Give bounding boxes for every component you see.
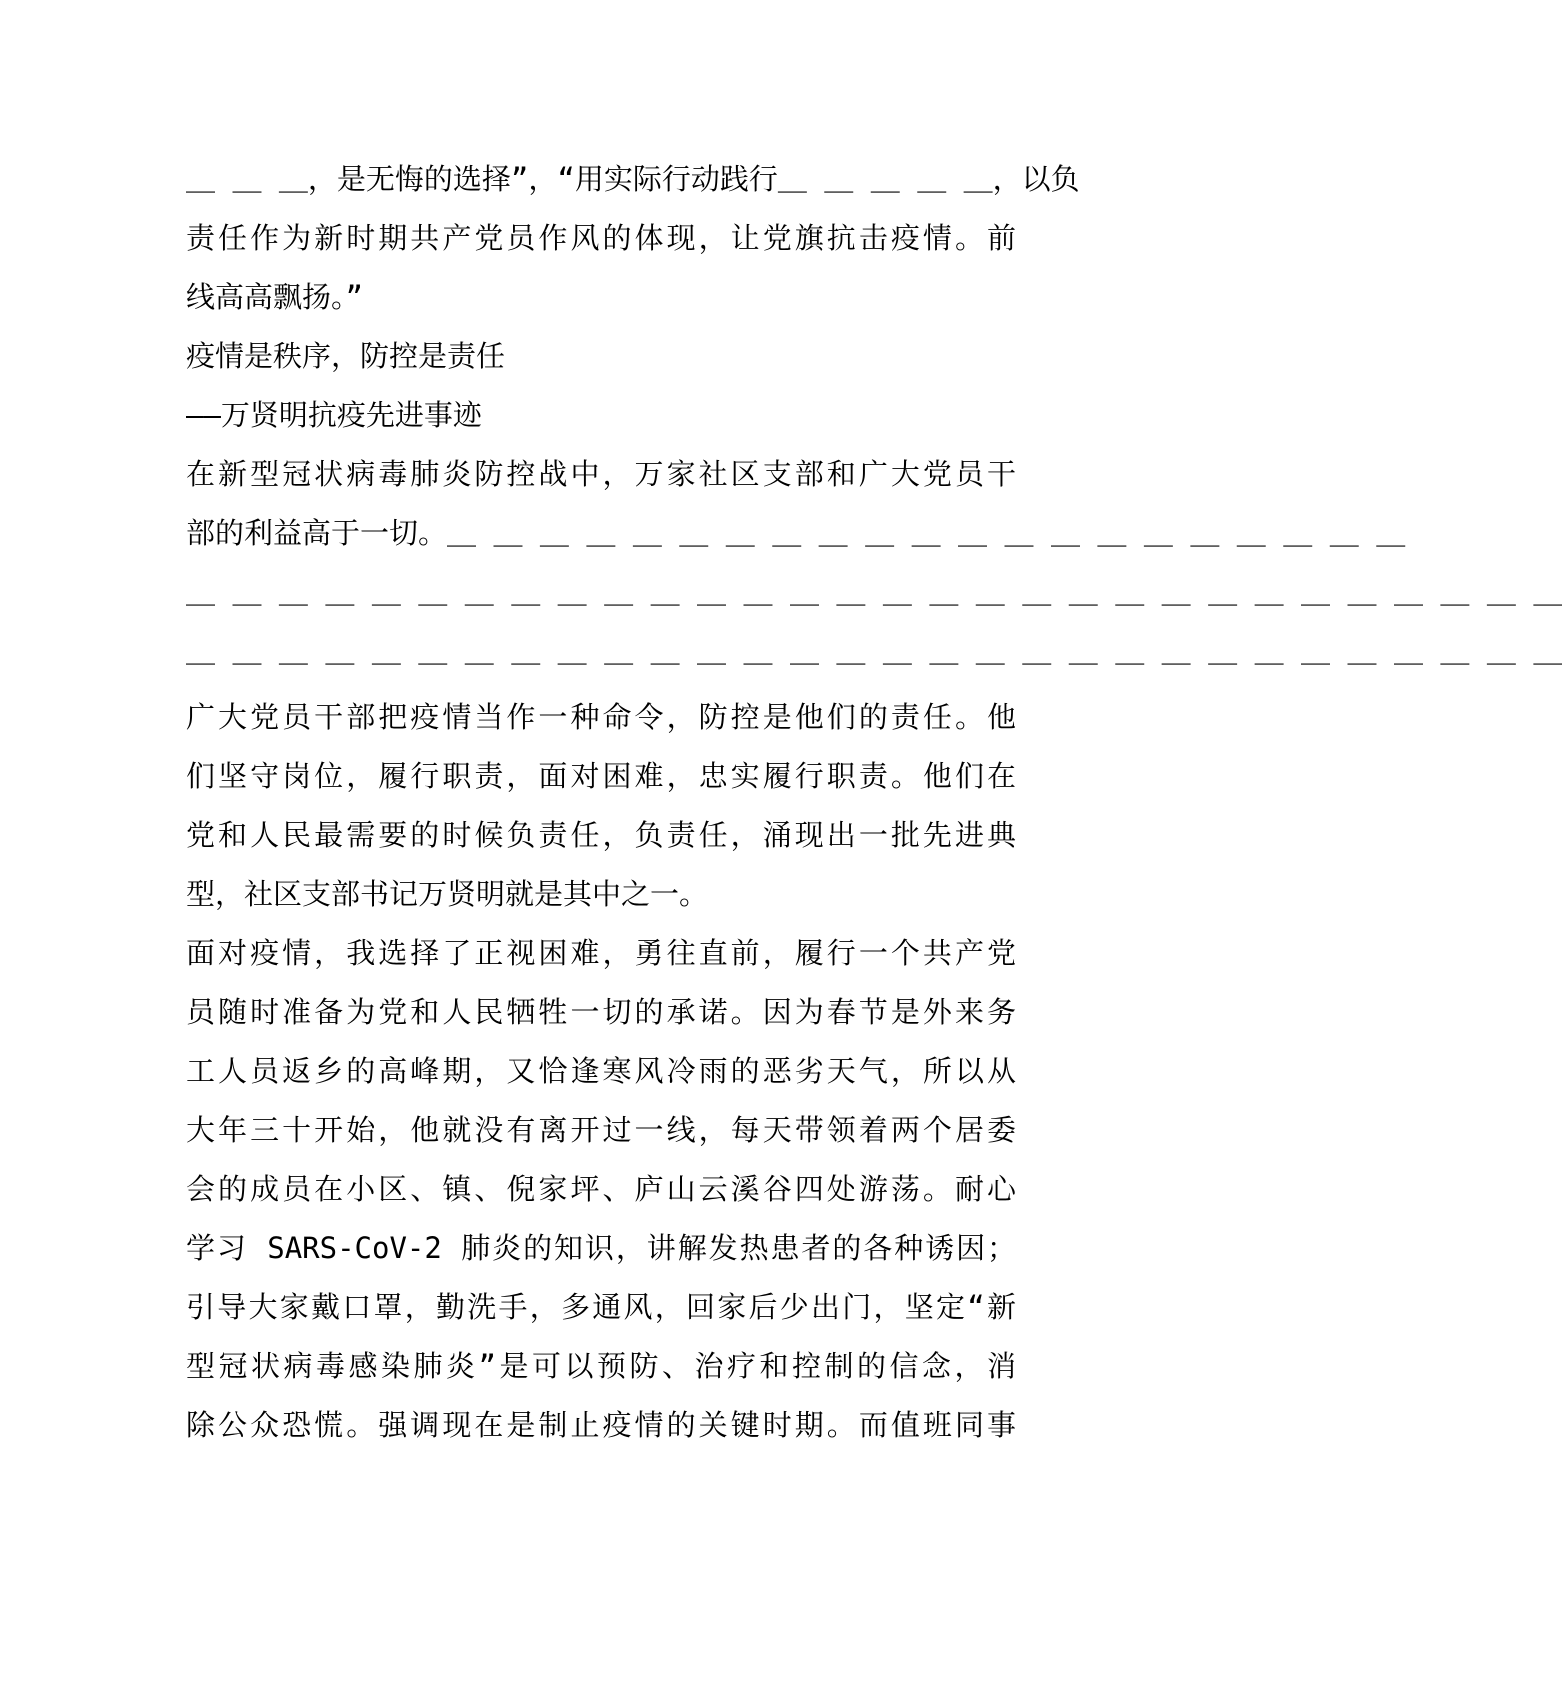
text-line: 在新型冠状病毒肺炎防控战中，万家社区支部和广大党员干 [186,457,1016,491]
text-line: ＿ ＿ ＿，是无悔的选择”，“用实际行动践行＿ ＿ ＿ ＿ ＿，以负 [186,162,1080,196]
text-line: 型冠状病毒感染肺炎”是可以预防、治疗和控制的信念，消 [186,1349,1016,1383]
spacer [186,681,1016,688]
text-line: 工人员返乡的高峰期，又恰逢寒风冷雨的恶劣天气，所以从 [186,1054,1016,1088]
text-line: 型，社区支部书记万贤明就是其中之一。 [186,877,709,911]
section-subtitle: ——万贤明抗疫先进事迹 [186,398,482,432]
text-line: 会的成员在小区、镇、倪家坪、庐山云溪谷四处游荡。耐心 [186,1172,1016,1206]
text-line: 线高高飘扬。” [186,280,363,314]
text-line: 党和人民最需要的时候负责任，负责任，涌现出一批先进典 [186,818,1016,852]
text-line: 除公众恐慌。强调现在是制止疫情的关键时期。而值班同事 [186,1408,1016,1442]
blank-line: ＿ ＿ ＿ ＿ ＿ ＿ ＿ ＿ ＿ ＿ ＿ ＿ ＿ ＿ ＿ ＿ ＿ ＿ ＿ ＿ ＿ ＿ ＿ ＿ ＿ ＿ ＿ ＿ ＿ ＿ [186,575,1562,609]
blank-line: ＿ ＿ ＿ ＿ ＿ ＿ ＿ ＿ ＿ ＿ ＿ ＿ ＿ ＿ ＿ ＿ ＿ ＿ ＿ ＿ ＿ ＿ ＿ ＿ ＿ ＿ ＿ ＿ ＿ ＿ [186,634,1562,668]
text-line: 广大党员干部把疫情当作一种命令，防控是他们的责任。他 [186,700,1016,734]
text-line: 学习 SARS-CoV-2 肺炎的知识，讲解发热患者的各种诱因； [186,1231,1016,1265]
text-line: 部的利益高于一切。＿ ＿ ＿ ＿ ＿ ＿ ＿ ＿ ＿ ＿ ＿ ＿ ＿ ＿ ＿ ＿ ＿ ＿ ＿ ＿ ＿ [186,516,1406,550]
text-line: 责任作为新时期共产党员作风的体现，让党旗抗击疫情。前 [186,221,1016,255]
text-line: 引导大家戴口罩，勤洗手，多通风，回家后少出门，坚定“新 [186,1290,1016,1324]
document-body [186,150,1562,1455]
section-title: 疫情是秩序，防控是责任 [186,339,506,373]
text-line: 们坚守岗位，履行职责，面对困难，忠实履行职责。他们在 [186,759,1016,793]
text-line: 面对疫情，我选择了正视困难，勇往直前，履行一个共产党 [186,936,1016,970]
text-line: 员随时准备为党和人民牺牲一切的承诺。因为春节是外来务 [186,995,1016,1029]
text-line: 大年三十开始，他就没有离开过一线，每天带领着两个居委 [186,1113,1016,1147]
